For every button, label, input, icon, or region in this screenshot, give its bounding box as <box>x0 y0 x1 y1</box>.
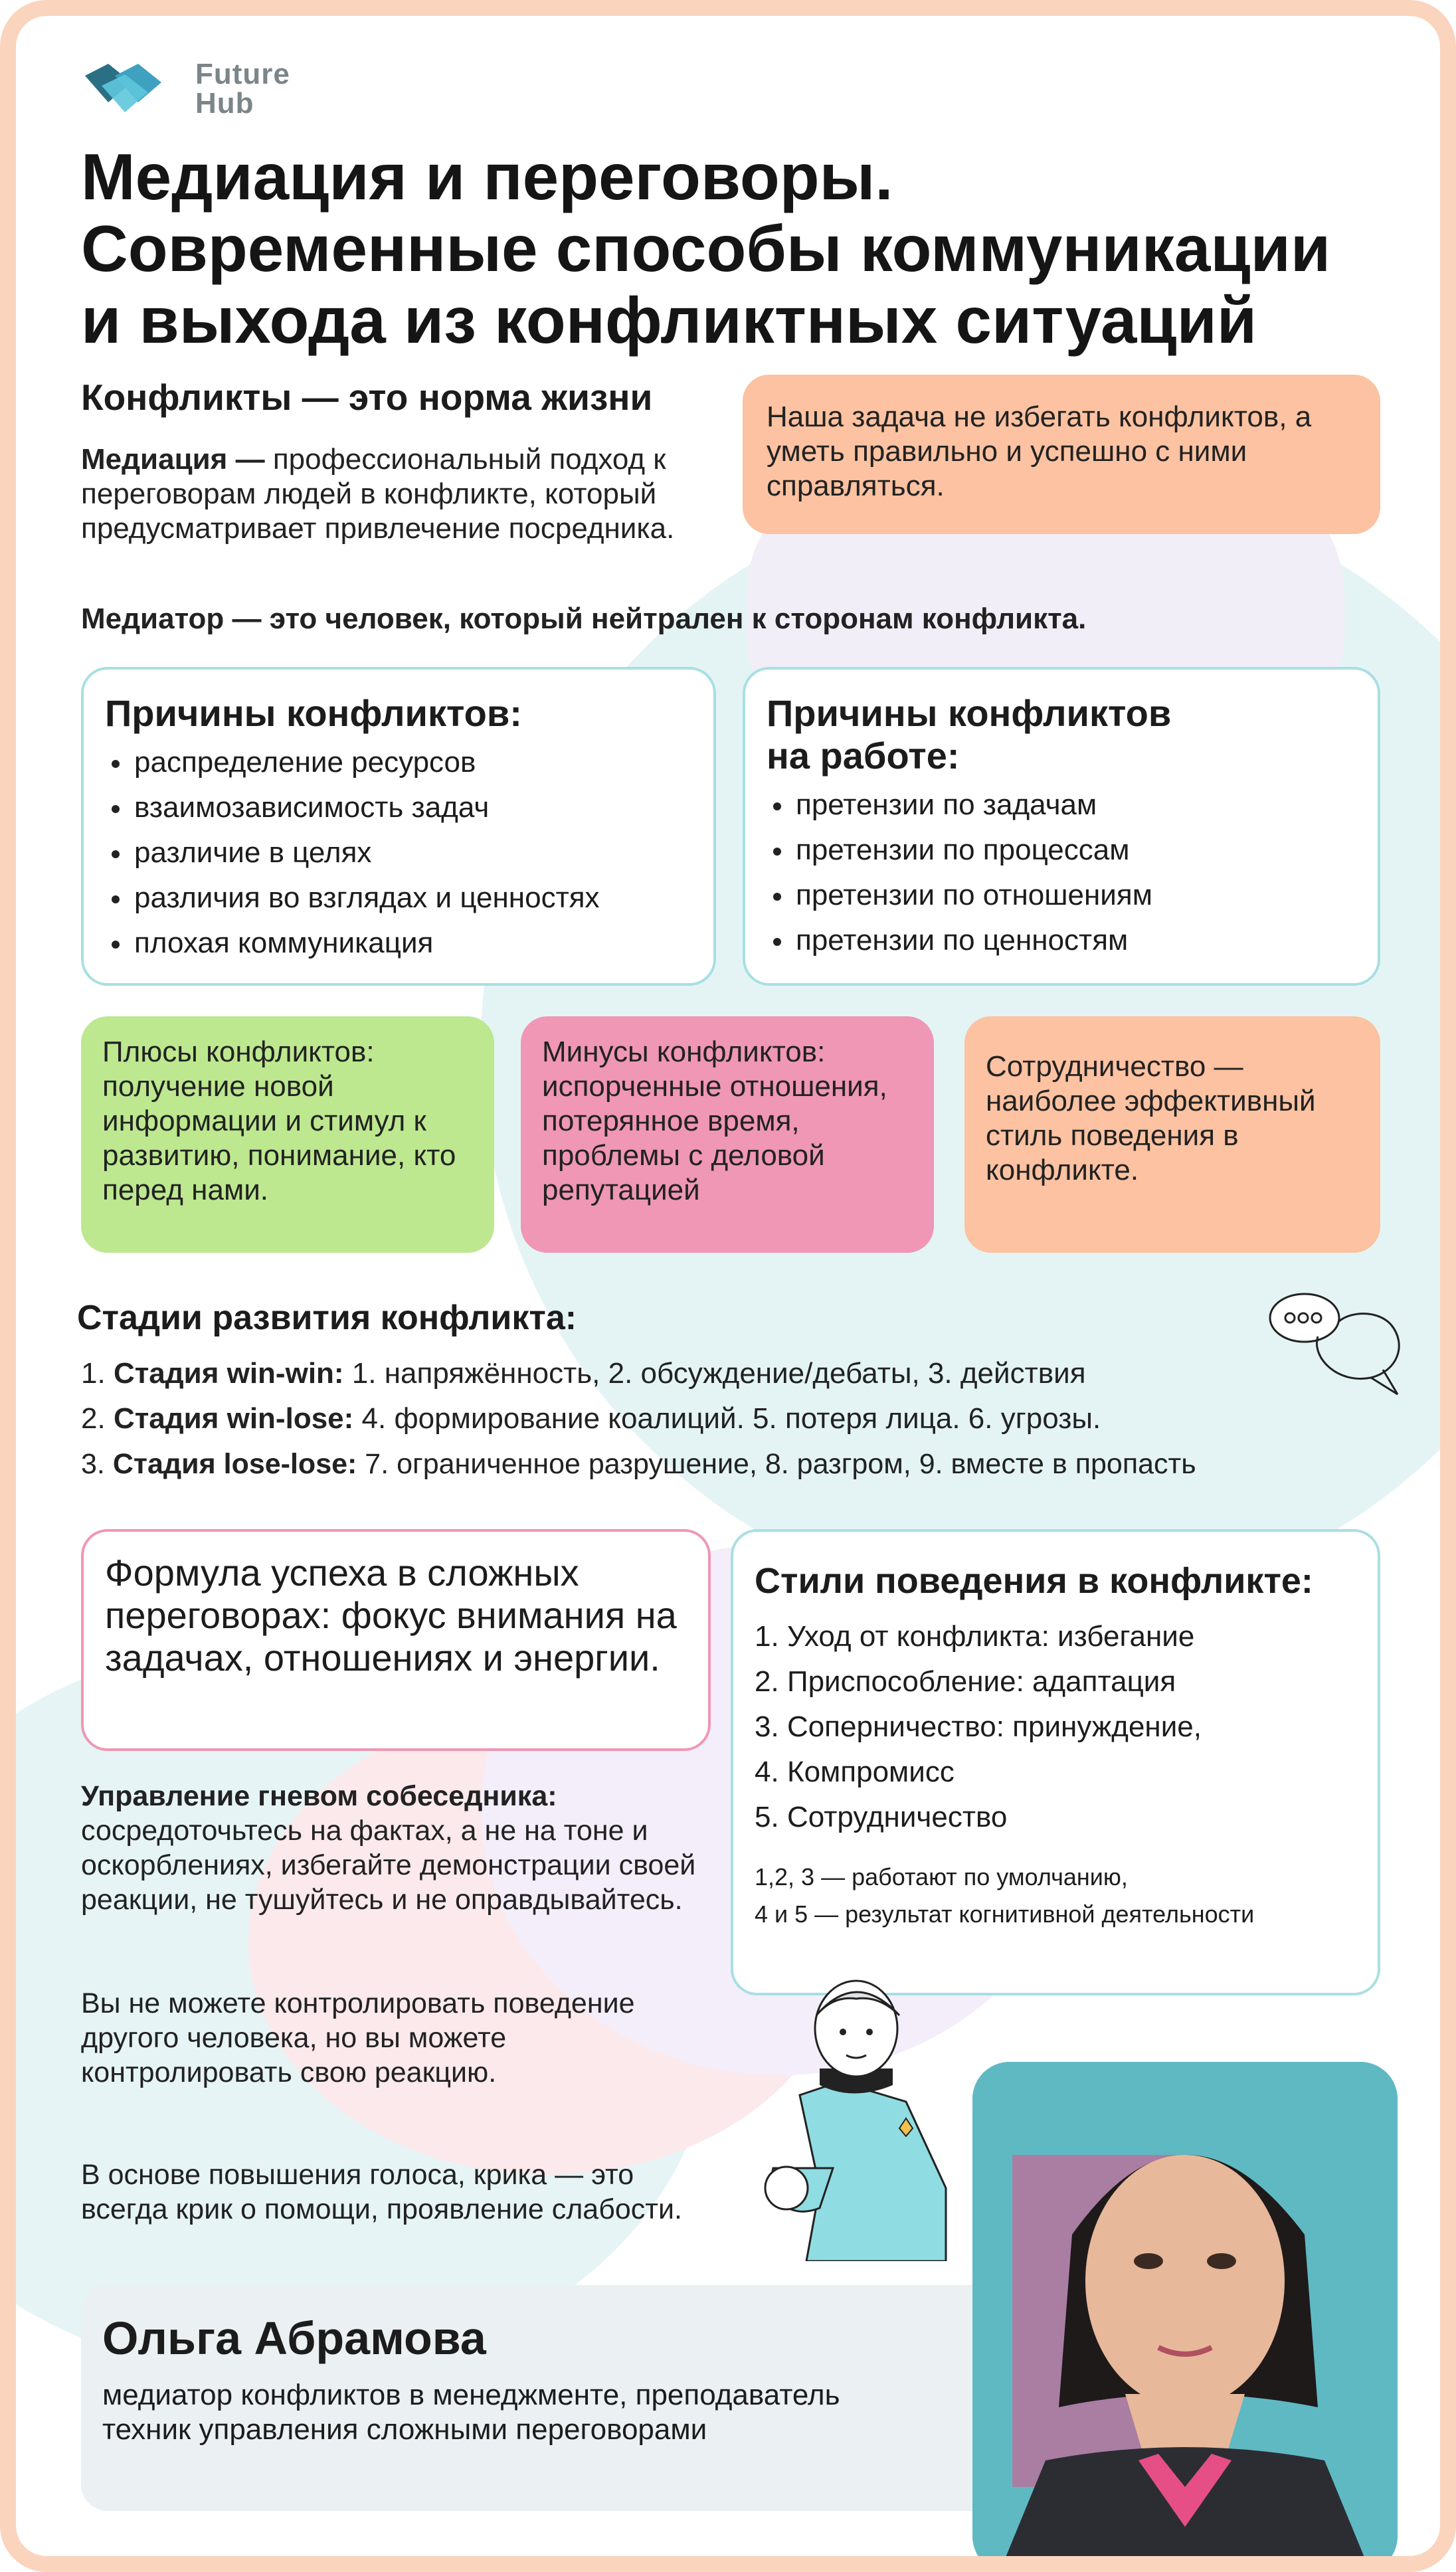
astronaut-illustration <box>747 1969 966 2261</box>
cons-card <box>521 1016 934 1253</box>
logo-line-2: Hub <box>195 87 254 120</box>
stage-number: 2. <box>81 1402 106 1435</box>
list-item: претензии по задачам <box>767 782 1356 828</box>
causes-list <box>105 740 692 966</box>
style-number: 2. <box>755 1665 779 1698</box>
stage-name: Стадия lose-lose: <box>112 1448 357 1480</box>
author-photo <box>972 2062 1398 2572</box>
mediation-definition <box>81 442 739 546</box>
list-item <box>755 1704 1356 1750</box>
list-item <box>755 1659 1356 1704</box>
formula-text: Формула успеха в сложных переговорах: фокус внимания на задачах, отношениях и энергии. <box>105 1552 677 1679</box>
work-causes-card <box>743 667 1380 986</box>
list-item <box>755 1795 1356 1840</box>
cons-text: Минусы конфликтов: испорченные отношения, потерянное время, проблемы с деловой репутацией <box>542 1036 887 1206</box>
stage-name: Стадия win-lose: <box>113 1402 354 1435</box>
anger-management <box>81 1779 745 1917</box>
page-title <box>81 141 1410 356</box>
mediation-text: профессиональный подход к переговорам людей в конфликте, который предусматривает привлечение посредника. <box>81 443 675 545</box>
cooperation-text: Сотрудничество — наиболее эффективный стиль поведения в конфликте. <box>986 1050 1316 1186</box>
styles-card <box>731 1529 1380 1995</box>
author-portrait-icon <box>972 2062 1398 2572</box>
anger-title: Управление гневом собеседника: <box>81 1780 557 1812</box>
list-item <box>755 1614 1356 1659</box>
work-causes-list <box>767 782 1356 963</box>
causes-card <box>81 667 716 986</box>
list-item: претензии по процессам <box>767 828 1356 873</box>
list-item: взаимозависимость задач <box>105 785 692 830</box>
list-item: различие в целях <box>105 830 692 875</box>
stage-text: 7. ограниченное разрушение, 8. разгром, 9. вместе в пропасть <box>365 1448 1196 1480</box>
list-item: претензии по отношениям <box>767 873 1356 918</box>
styles-note-2: 4 и 5 — результат когнитивной деятельности <box>755 1900 1255 1928</box>
work-causes-title-2: на работе: <box>767 735 960 777</box>
stage-number: 3. <box>81 1448 105 1480</box>
task-text: Наша задача не избегать конфликтов, а уметь правильно и успешно с ними справляться. <box>767 401 1312 502</box>
logo-line-1: Future <box>195 58 290 90</box>
list-item: различия во взглядах и ценностях <box>105 875 692 921</box>
intro-heading: Конфликты — это норма жизни <box>81 377 653 418</box>
author-card <box>81 2285 1077 2511</box>
logo-text <box>195 60 290 118</box>
stage-text: 4. формирование коалиций. 5. потеря лица. 6. угрозы. <box>361 1402 1101 1435</box>
style-text: Сотрудничество <box>786 1801 1008 1833</box>
author-name: Ольга Абрамова <box>102 2312 486 2364</box>
title-line-2: Современные способы коммуникации <box>81 212 1331 285</box>
work-causes-title <box>767 692 1356 777</box>
list-item: плохая коммуникация <box>105 921 692 966</box>
list-item <box>755 1750 1356 1795</box>
stage-item <box>81 1441 1449 1487</box>
styles-title: Стили поведения в конфликте: <box>755 1561 1313 1601</box>
stages-list <box>81 1351 1449 1487</box>
pros-text: Плюсы конфликтов: получение новой информации и стимул к развитию, понимание, кто перед нами. <box>102 1036 456 1206</box>
style-number: 5. <box>755 1801 779 1833</box>
stage-name: Стадия win-win: <box>113 1357 344 1390</box>
logo-mark-icon <box>78 56 185 122</box>
style-number: 3. <box>755 1710 779 1743</box>
formula-card <box>81 1529 711 1751</box>
style-number: 4. <box>755 1756 779 1788</box>
title-line-1: Медиация и переговоры. <box>81 140 893 213</box>
author-role: медиатор конфликтов в менеджменте, преподаватель техник управления сложными переговорами <box>102 2379 840 2446</box>
style-text: Компромисс <box>786 1756 955 1788</box>
control-text: Вы не можете контролировать поведение другого человека, но вы можете контролировать свою реакцию. <box>81 1987 635 2088</box>
stages-title: Стадии развития конфликта: <box>77 1299 577 1337</box>
list-item: претензии по ценностям <box>767 918 1356 963</box>
pros-card <box>81 1016 494 1253</box>
styles-note <box>755 1859 1356 1933</box>
list-item: распределение ресурсов <box>105 740 692 785</box>
mediator-definition: Медиатор — это человек, который нейтрален к сторонам конфликта. <box>81 602 1087 635</box>
style-text: Уход от конфликта: избегание <box>786 1620 1195 1653</box>
cooperation-card <box>964 1016 1380 1253</box>
stage-text: 1. напряжённость, 2. обсуждение/дебаты, 3. действия <box>351 1357 1086 1390</box>
styles-list <box>755 1614 1356 1840</box>
mediation-term: Медиация — <box>81 443 265 476</box>
title-line-3: и выхода из конфликтных ситуаций <box>81 284 1257 357</box>
style-number: 1. <box>755 1620 779 1653</box>
work-causes-title-1: Причины конфликтов <box>767 692 1172 734</box>
stage-number: 1. <box>81 1357 106 1390</box>
voice-text: В основе повышения голоса, крика — это всегда крик о помощи, проявление слабости. <box>81 2159 682 2225</box>
style-text: Приспособление: адаптация <box>786 1665 1176 1698</box>
future-hub-logo <box>78 56 357 122</box>
speech-bubble-icon <box>1265 1285 1411 1398</box>
causes-title: Причины конфликтов: <box>105 692 522 734</box>
styles-note-1: 1,2, 3 — работают по умолчанию, <box>755 1863 1128 1890</box>
task-card <box>743 375 1380 534</box>
stage-item <box>81 1396 1449 1441</box>
anger-text: сосредоточьтесь на фактах, а не на тоне и оскорблениях, избегайте демонстрации своей реакции, не тушуйтесь и не оправдывайтесь. <box>81 1815 696 1916</box>
style-text: Соперничество: принуждение, <box>786 1710 1202 1743</box>
stage-item <box>81 1351 1449 1396</box>
